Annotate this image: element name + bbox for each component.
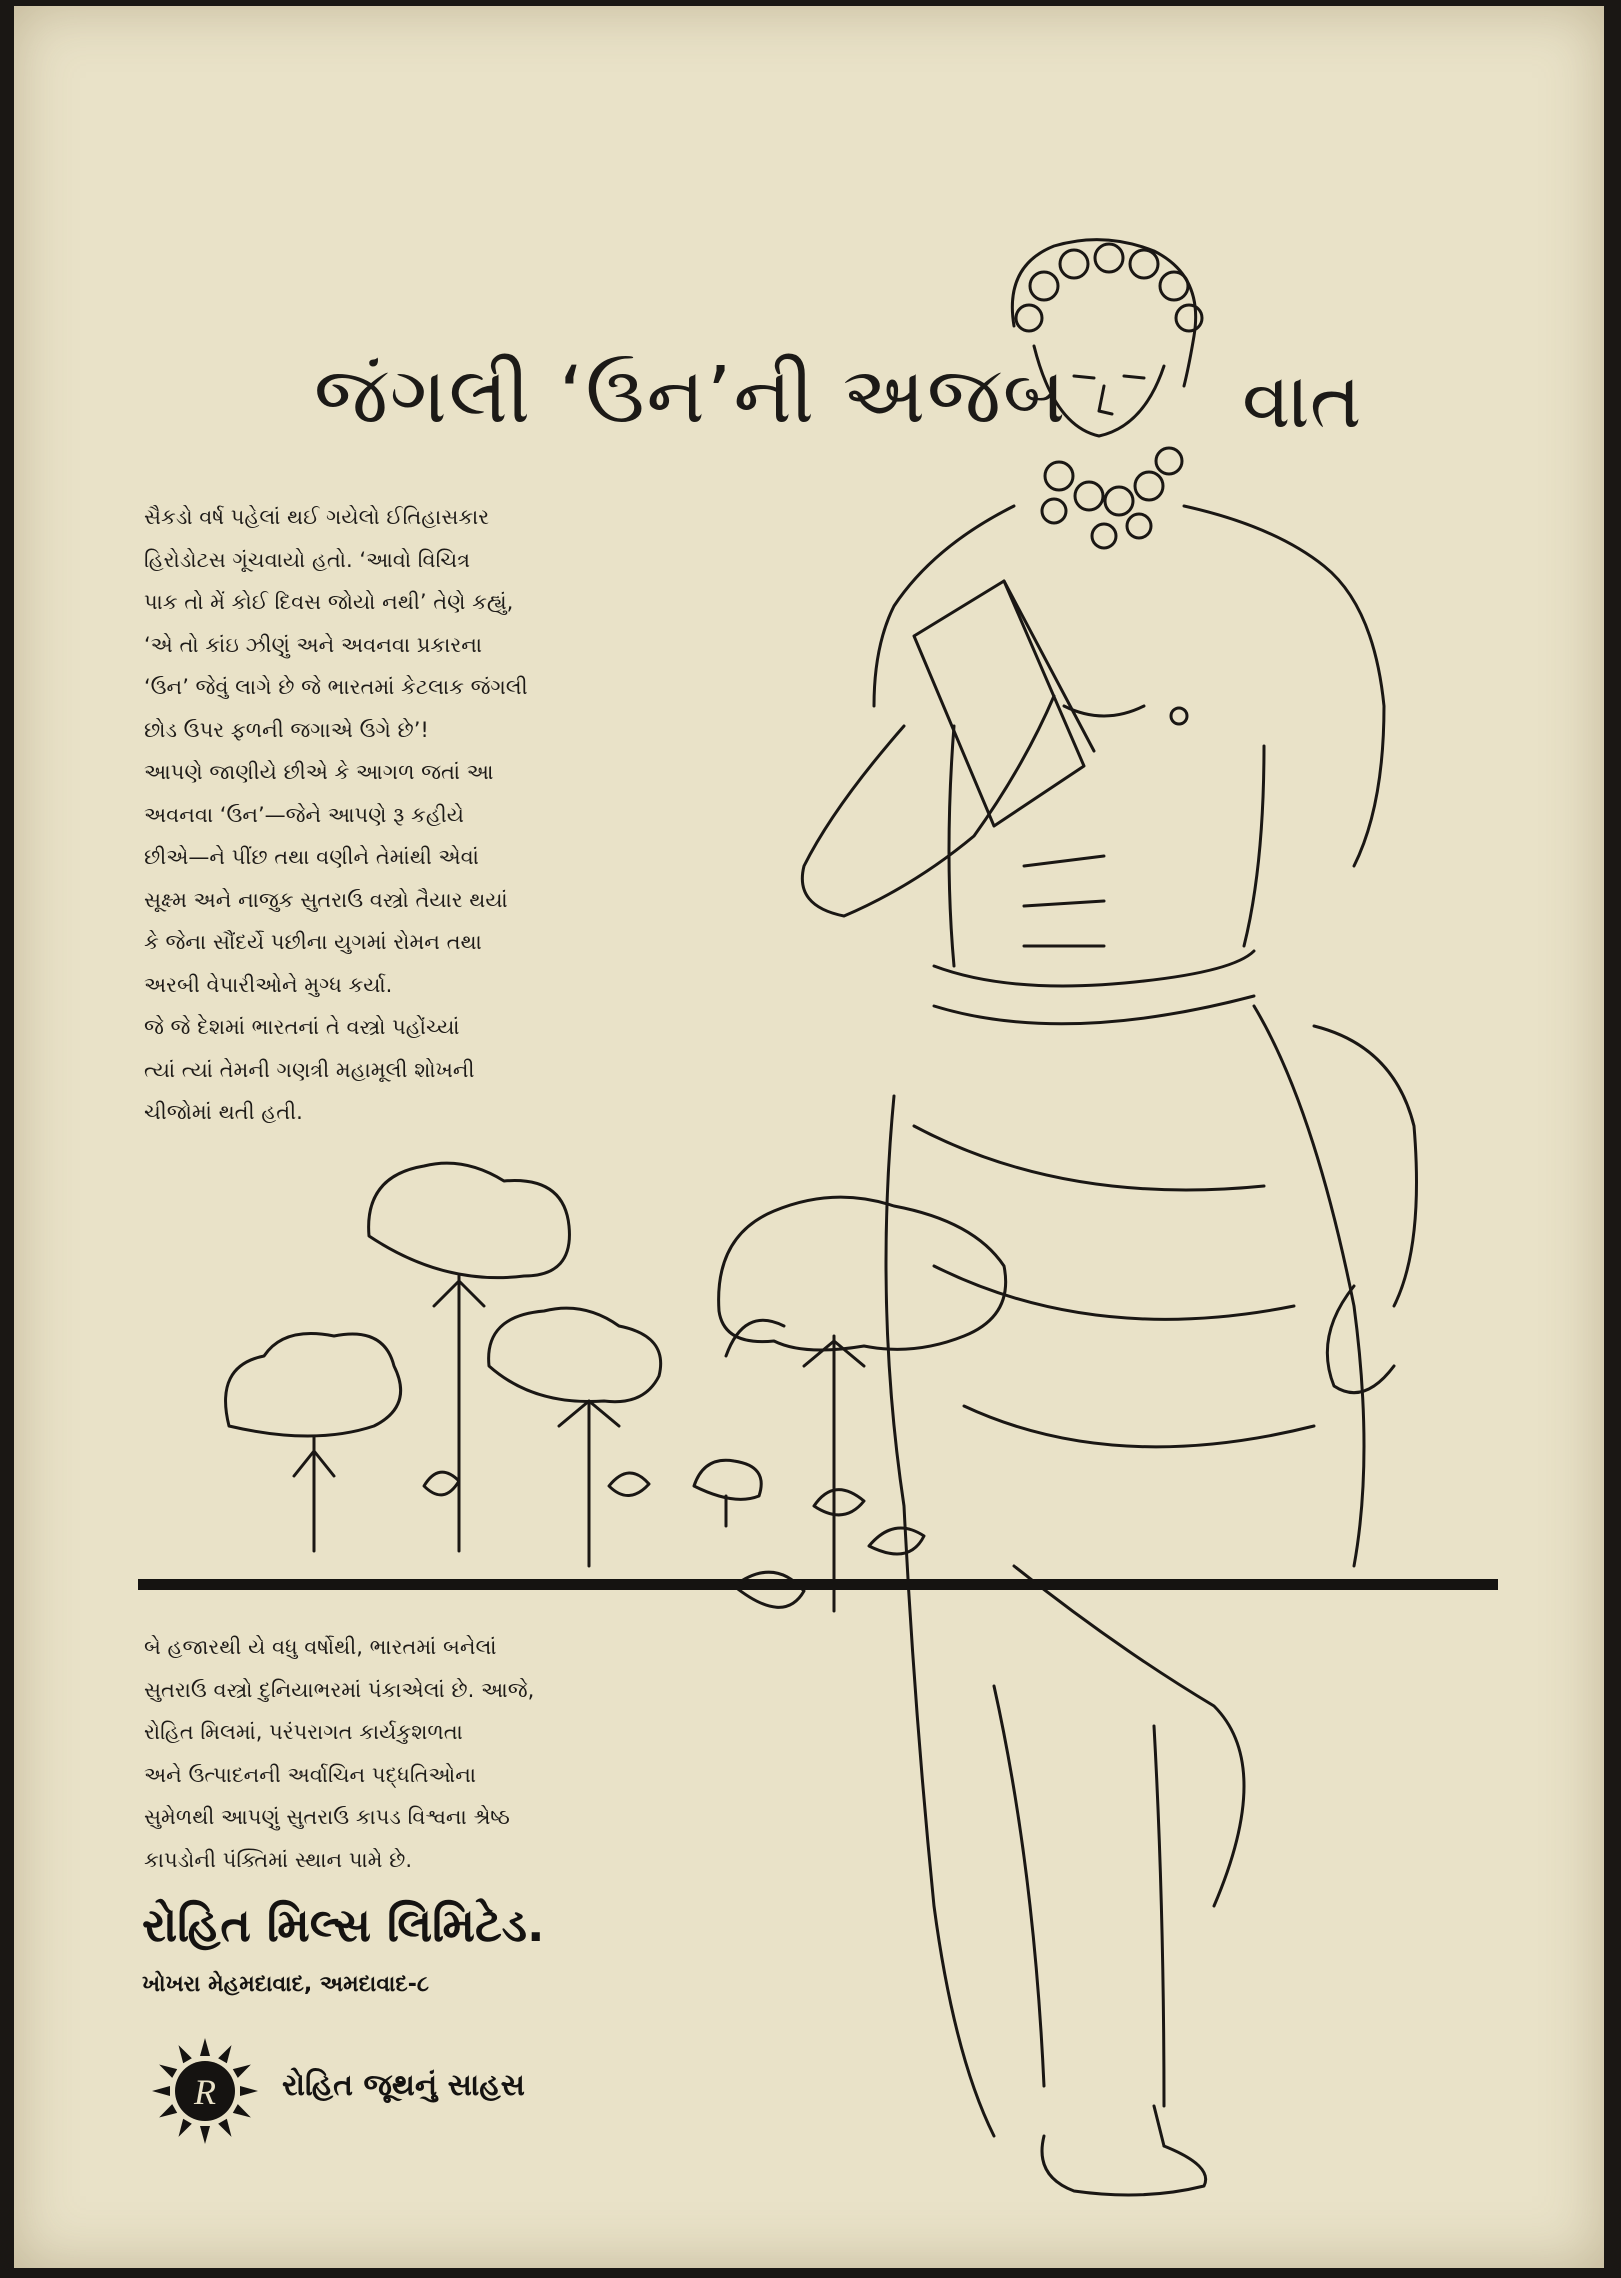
intro-line: હિરોડોટસ ગૂંચવાયો હતો. ‘આવો વિચિત્ર <box>144 547 471 572</box>
intro-line: ‘ઉન’ જેવું લાગે છે જે ભારતમાં કેટલાક જંગલી <box>144 675 528 699</box>
outro-line: સુતરાઉ વસ્ત્રો દુનિયાભરમાં પંકાએલાં છે. આજે, <box>144 1677 535 1702</box>
intro-line: અરબી વેપારીઓને મુગ્ધ કર્યા. <box>144 972 393 997</box>
intro-line: સૂક્ષ્મ અને નાજુક સુતરાઉ વસ્ત્રો તૈયાર થયાં <box>144 887 508 912</box>
intro-line: ચીજોમાં થતી હતી. <box>144 1100 303 1124</box>
outro-line: રોહિત મિલમાં, પરંપરાગત કાર્યકુશળતા <box>144 1720 463 1744</box>
tagline: રોહિત જૂથનું સાહસ <box>282 2068 525 2103</box>
intro-line: જે જે દેશમાં ભારતનાં તે વસ્ત્રો પહોંચ્યાં <box>144 1015 460 1039</box>
headline: જંગલી ‘ઉન’ની અજબ <box>314 351 1068 441</box>
outro-line: સુમેળથી આપણું સુતરાઉ કાપડ વિશ્વના શ્રેષ્ઠ <box>144 1805 510 1829</box>
outro-paragraph <box>144 1626 664 1881</box>
logo-letter: R <box>194 2072 216 2112</box>
outro-line: બે હજારથી યે વધુ વર્ષોથી, ભારતમાં બનેલાં <box>144 1635 497 1659</box>
intro-line: છીએ—ને પીંછ તથા વણીને તેમાંથી એવાં <box>144 845 479 869</box>
intro-line: છોડ ઉપર ફળની જગાએ ઉગે છે’! <box>144 717 429 742</box>
horizontal-rule <box>138 1579 1498 1590</box>
intro-paragraph <box>144 496 664 1134</box>
intro-line: ‘એ તો કાંઇ ઝીણું અને અવનવા પ્રકારના <box>144 632 483 657</box>
outro-line: કાપડોની પંક્તિમાં સ્થાન પામે છે. <box>144 1847 413 1872</box>
intro-line: આપણે જાણીયે છીએ કે આગળ જતાં આ <box>144 760 494 784</box>
intro-line: સૈકડો વર્ષ પહેલાં થઈ ગયેલો ઈતિહાસકાર <box>144 505 490 529</box>
rohit-logo-icon <box>150 2036 260 2146</box>
intro-line: અવનવા ‘ઉન’—જેને આપણે રૂ કહીયે <box>144 802 464 827</box>
cotton-plants <box>226 1163 1006 1611</box>
outro-line: અને ઉત્પાદનની અર્વાચિન પદ્ધતિઓના <box>144 1762 477 1787</box>
intro-line: ત્યાં ત્યાં તેમની ગણત્રી મહામૂલી શોખની <box>144 1057 475 1082</box>
intro-line: કે જેના સૌંદર્યે પછીના યુગમાં રોમન તથા <box>144 930 482 954</box>
intro-line: પાક તો મેં કોઈ દિવસ જોયો નથી’ તેણે કહ્યું, <box>144 590 514 614</box>
headline-end: વાત <box>1242 356 1362 446</box>
herodotus-figure <box>802 240 1416 2195</box>
advertisement-page <box>14 6 1604 2268</box>
company-name: રોહિત મિલ્સ લિમિટેડ. <box>142 1898 545 1952</box>
company-address: ખોખરા મેહમદાવાદ, અમદાવાદ-૮ <box>142 1972 429 1997</box>
